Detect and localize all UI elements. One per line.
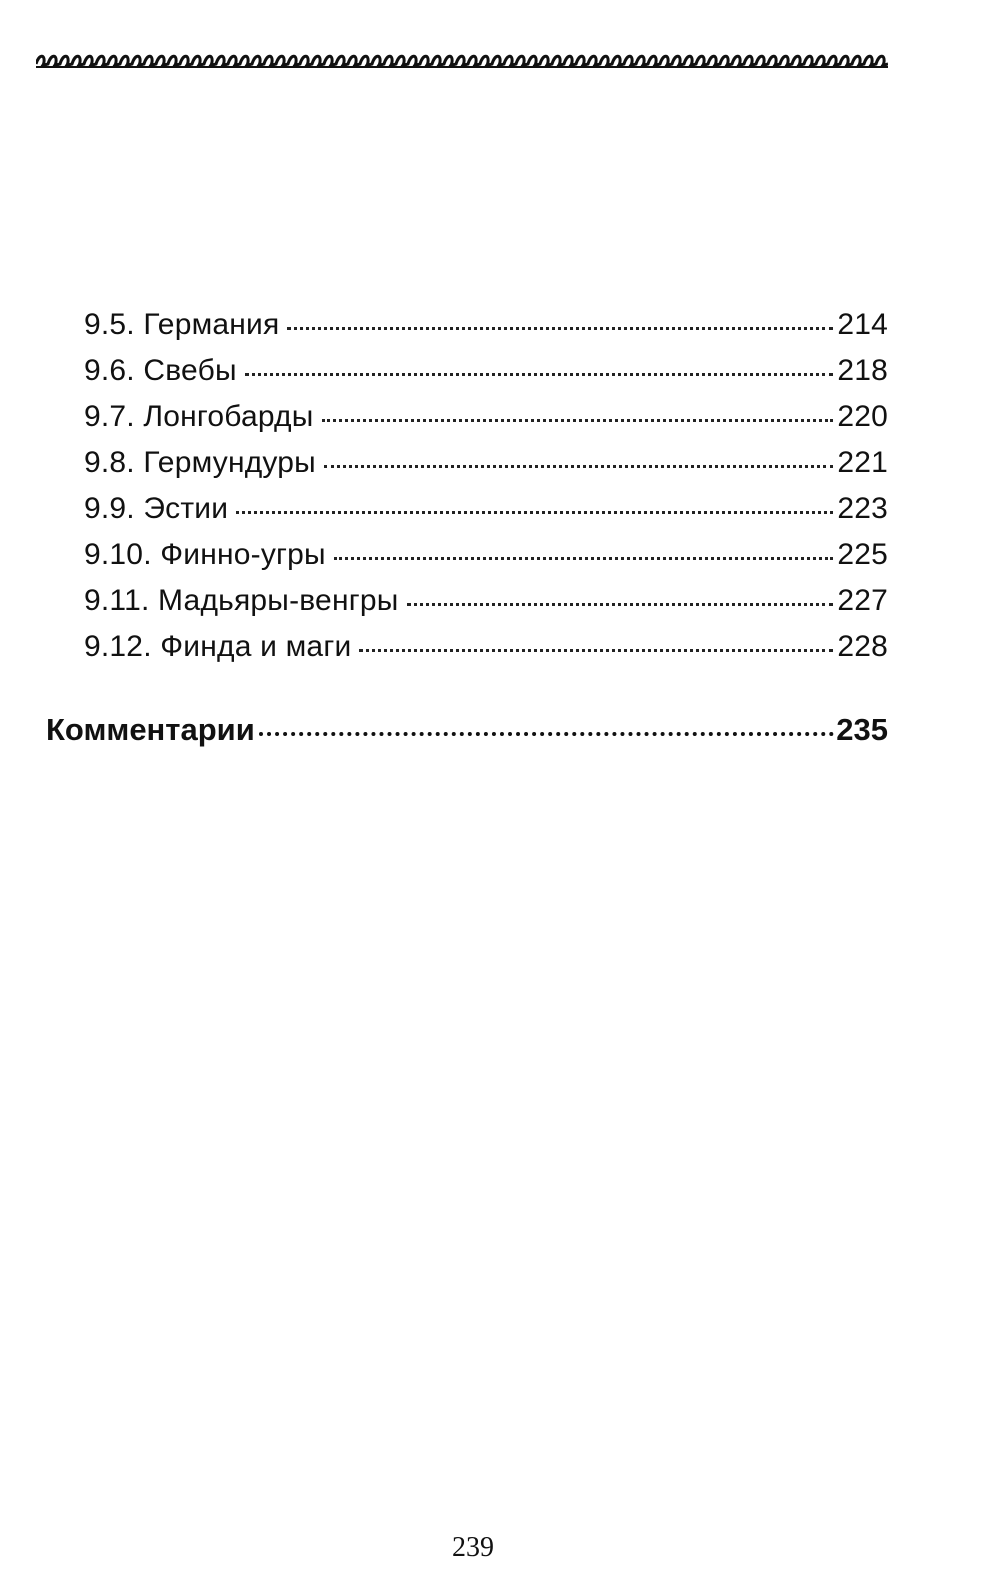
dot-leader xyxy=(324,465,833,468)
toc-entry[interactable] xyxy=(84,584,888,630)
toc-entry[interactable] xyxy=(84,492,888,538)
toc-entry-title: 9.7. Лонгобарды xyxy=(84,400,314,433)
toc-entry[interactable] xyxy=(84,308,888,354)
page-number: 239 xyxy=(452,1532,494,1563)
dot-leader xyxy=(287,327,833,330)
toc-entry-title: 9.6. Свебы xyxy=(84,354,237,387)
toc-entry-page: 218 xyxy=(837,354,888,387)
toc-entry-page: 221 xyxy=(837,446,888,479)
toc-entry[interactable] xyxy=(84,354,888,400)
table-of-contents xyxy=(84,308,888,676)
toc-entry-title: Комментарии xyxy=(46,712,255,747)
dot-leader xyxy=(245,373,834,376)
dot-leader xyxy=(407,603,834,606)
toc-entry[interactable] xyxy=(84,400,888,446)
toc-entry-title: 9.8. Гермундуры xyxy=(84,446,316,479)
toc-entry[interactable] xyxy=(84,538,888,584)
toc-entry-page: 228 xyxy=(837,630,888,663)
dot-leader xyxy=(322,419,834,422)
toc-entry-title: 9.12. Финда и маги xyxy=(84,630,352,663)
toc-entry-title: 9.10. Финно-угры xyxy=(84,538,326,571)
toc-entry-page: 235 xyxy=(836,712,888,747)
toc-entry-title: 9.11. Мадьяры-венгры xyxy=(84,584,399,617)
toc-entry[interactable] xyxy=(84,446,888,492)
dot-leader xyxy=(359,649,833,652)
toc-entry[interactable] xyxy=(84,630,888,676)
toc-entry-comments[interactable] xyxy=(46,712,888,748)
dot-leader xyxy=(334,557,834,560)
toc-entry-page: 214 xyxy=(837,308,888,341)
toc-entry-title: 9.5. Германия xyxy=(84,308,280,341)
decorative-border-ornament xyxy=(36,50,888,72)
dot-leader xyxy=(236,511,833,514)
toc-entry-page: 227 xyxy=(837,584,888,617)
toc-entry-page: 220 xyxy=(837,400,888,433)
toc-entry-page: 223 xyxy=(837,492,888,525)
toc-entry-title: 9.9. Эстии xyxy=(84,492,229,525)
toc-entry-page: 225 xyxy=(837,538,888,571)
dot-leader xyxy=(259,732,835,736)
